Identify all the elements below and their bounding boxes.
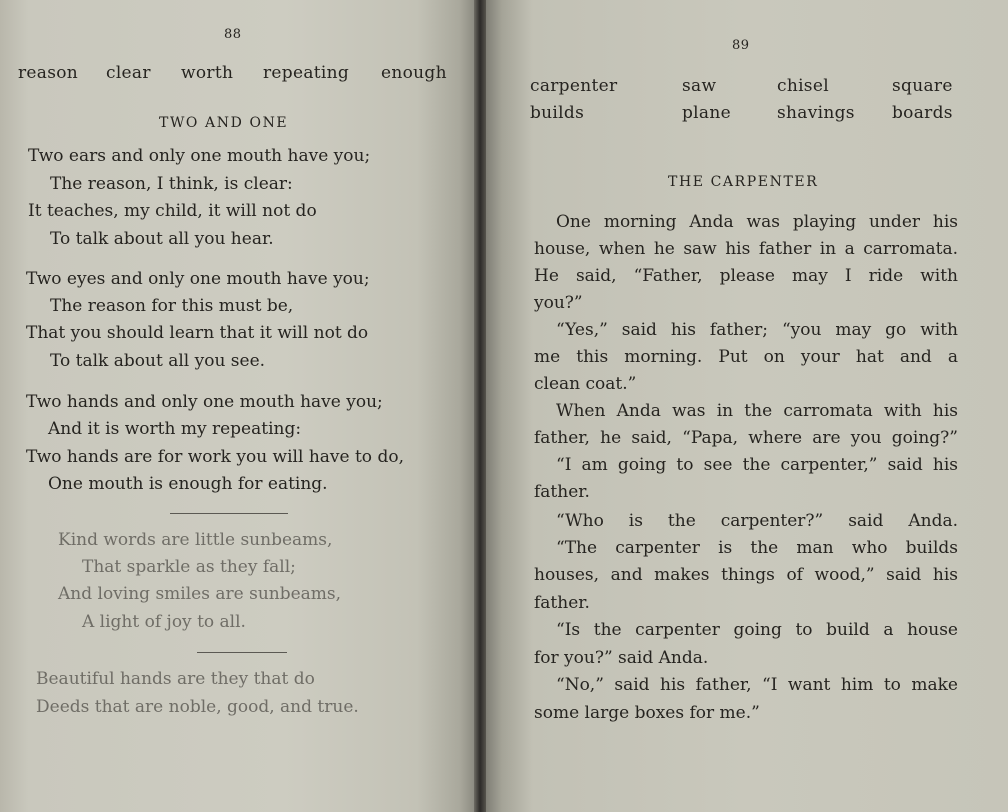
vocab-word: worth [181, 63, 234, 83]
story-line: father, he said, “Papa, where are you going?” [534, 428, 958, 448]
poem-line: And it is worth my repeating: [48, 419, 302, 439]
story-line: “I am going to see the carpenter,” said his [556, 455, 958, 475]
vocab-word: plane [682, 103, 731, 123]
left-page [0, 0, 474, 812]
story-title: THE CARPENTER [668, 174, 819, 190]
story-line: “Is the carpenter going to build a house [556, 620, 958, 640]
poem-title: TWO AND ONE [159, 115, 289, 131]
story-line: me this morning. Put on your hat and a [534, 347, 958, 367]
poem-line: One mouth is enough for eating. [48, 474, 328, 494]
story-line: you?” [534, 293, 583, 313]
poem-line: That sparkle as they fall; [82, 557, 296, 577]
story-line: clean coat.” [534, 374, 637, 394]
story-line: He said, “Father, please may I ride with [534, 266, 958, 286]
poem-line: The reason, I think, is clear: [50, 174, 293, 194]
poem-line: Deeds that are noble, good, and true. [36, 697, 359, 717]
story-line: houses, and makes things of wood,” said his [534, 565, 958, 585]
vocab-word: chisel [777, 76, 829, 96]
vocab-word: carpenter [530, 76, 618, 96]
story-line: some large boxes for me.” [534, 703, 760, 723]
poem-line: Beautiful hands are they that do [36, 669, 315, 689]
vocab-word: boards [892, 103, 953, 123]
vocab-word: repeating [263, 63, 350, 83]
poem-line: To talk about all you see. [50, 351, 266, 371]
story-line: “No,” said his father, “I want him to make [556, 675, 958, 695]
story-line: father. [534, 593, 590, 613]
vocab-word: square [892, 76, 953, 96]
vocab-word: clear [106, 63, 151, 83]
poem-line: Two hands are for work you will have to do, [26, 447, 404, 467]
vocab-word: enough [381, 63, 447, 83]
vocab-word: builds [530, 103, 585, 123]
poem-line: Two hands and only one mouth have you; [26, 392, 383, 412]
story-line: “Who is the carpenter?” said Anda. [556, 511, 958, 531]
vocab-word: reason [18, 63, 79, 83]
poem-line: The reason for this must be, [50, 296, 294, 316]
section-divider [170, 513, 288, 514]
story-line: One morning Anda was playing under his [556, 212, 958, 232]
section-divider [197, 652, 287, 653]
story-line: “The carpenter is the man who builds [556, 538, 958, 558]
page-number: 88 [224, 27, 242, 42]
poem-line: And loving smiles are sunbeams, [58, 584, 342, 604]
story-line: house, when he saw his father in a carromata. [534, 239, 958, 259]
poem-line: It teaches, my child, it will not do [28, 201, 317, 221]
right-page [486, 0, 1008, 812]
story-line: father. [534, 482, 590, 502]
story-line: When Anda was in the carromata with his [556, 401, 958, 421]
poem-line: That you should learn that it will not do [26, 323, 369, 343]
poem-line: Two eyes and only one mouth have you; [26, 269, 370, 289]
poem-line: Kind words are little sunbeams, [58, 530, 333, 550]
vocab-word: shavings [777, 103, 855, 123]
vocab-word: saw [682, 76, 717, 96]
book-gutter [474, 0, 486, 812]
story-line: for you?” said Anda. [534, 648, 709, 668]
story-line: “Yes,” said his father; “you may go with [556, 320, 958, 340]
poem-line: A light of joy to all. [82, 612, 246, 632]
poem-line: To talk about all you hear. [50, 229, 274, 249]
page-number: 89 [732, 38, 750, 53]
poem-line: Two ears and only one mouth have you; [28, 146, 371, 166]
